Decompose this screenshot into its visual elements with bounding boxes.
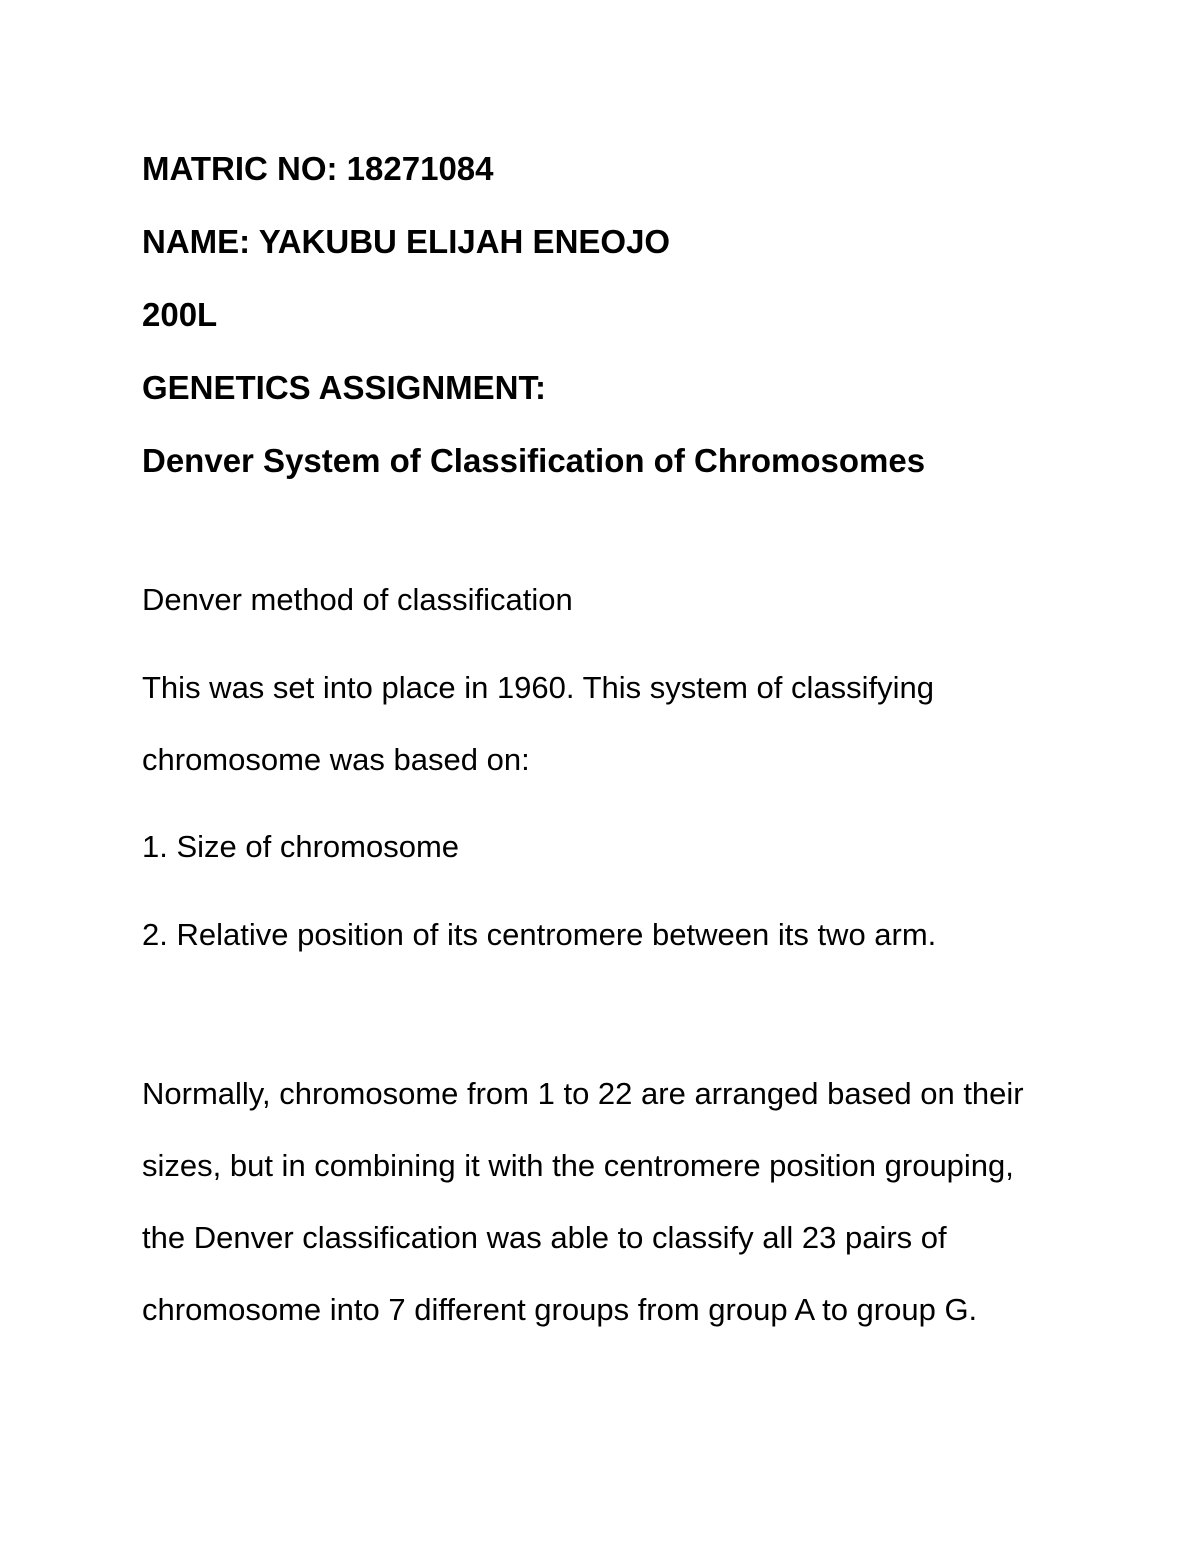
criterion-item: 1. Size of chromosome [142,829,460,864]
intro-paragraph: This was set into place in 1960. This system of classifying chromosome was based on: [142,670,934,777]
criterion-item: 2. Relative position of its centromere between its two arm. [142,917,937,952]
matric-number: MATRIC NO: 18271084 [142,150,494,187]
section-title: Denver method of classification [142,582,573,617]
assignment-title: Denver System of Classification of Chromosomes [142,442,926,479]
student-name: NAME: YAKUBU ELIJAH ENEOJO [142,223,671,260]
assignment-label: GENETICS ASSIGNMENT: [142,369,546,406]
student-level: 200L [142,296,218,333]
body-paragraph: Normally, chromosome from 1 to 22 are arranged based on their sizes, but in combining it with the centromere position grouping, the Denver classification was able to classify all 23 pairs of chromosome into 7 different groups from group A to group G. [142,1076,1024,1327]
document-header [142,148,1062,482]
